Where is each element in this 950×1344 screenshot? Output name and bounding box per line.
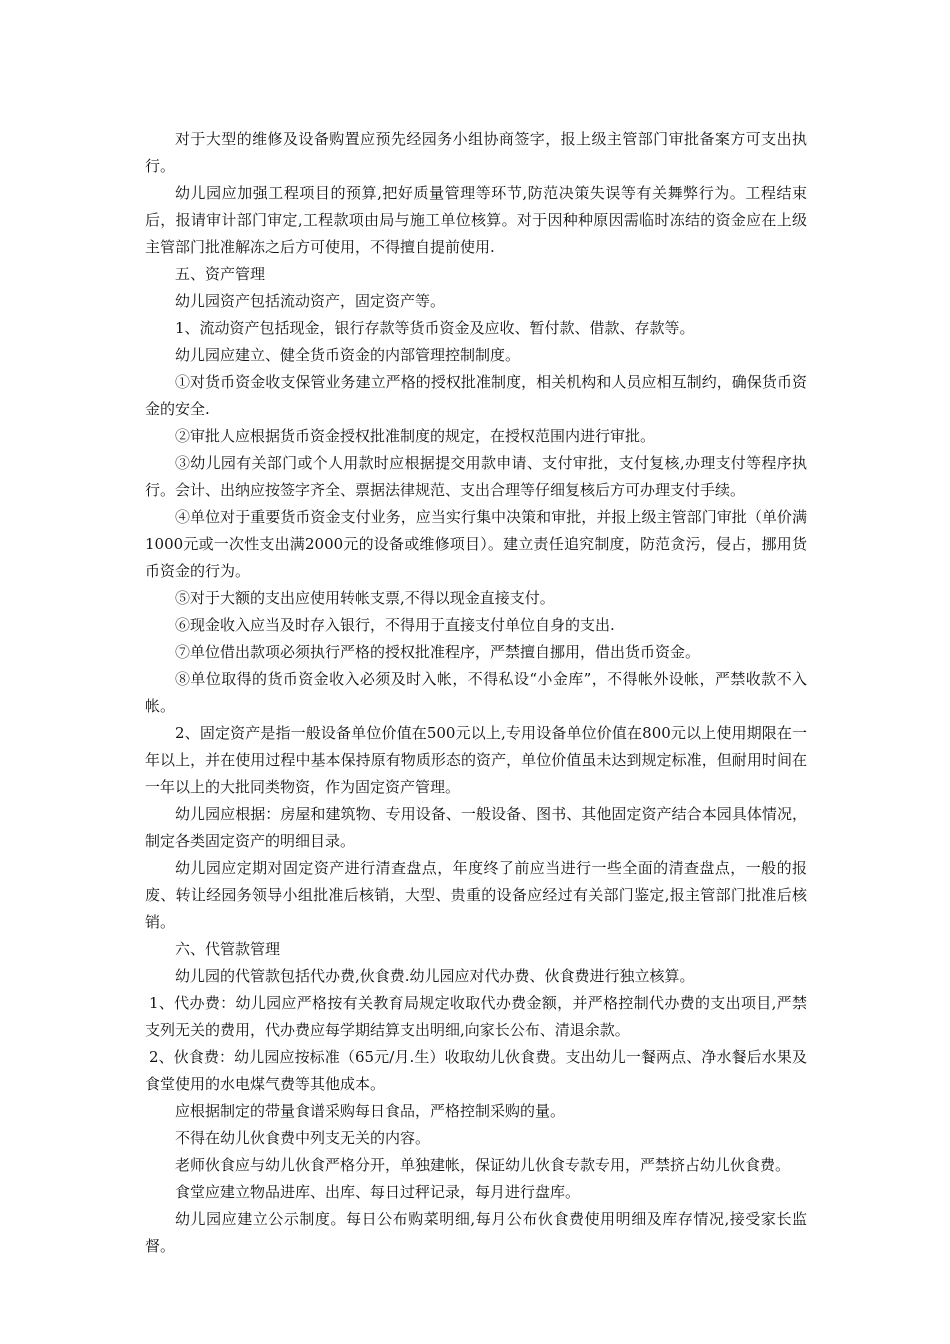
- paragraph-meal-fee: 2、伙食费：幼儿园应按标准（65元/月.生）收取幼儿伙食费。支出幼儿一餐两点、净水餐后水果及食堂使用的水电煤气费等其他成本。: [145, 1048, 807, 1093]
- paragraph-custody-funds: 幼儿园的代管款包括代办费,伙食费.幼儿园应对代办费、伙食费进行独立核算。: [175, 967, 695, 985]
- paragraph-canteen-records: 食堂应建立物品进库、出库、每日过秤记录，每月进行盘库。: [175, 1183, 581, 1201]
- paragraph-asset-inventory: 幼儿园应定期对固定资产进行清查盘点，年度终了前应当进行一些全面的清查盘点，一般的报废、转让经园务领导小组批准后核销，大型、贵重的设备应经过有关部门鉴定,报主管部门批准后核销。: [145, 859, 807, 931]
- paragraph-item-6: ⑥现金收入应当及时存入银行，不得用于直接支付单位自身的支出.: [175, 616, 615, 634]
- paragraph-asset-types: 幼儿园资产包括流动资产，固定资产等。: [175, 292, 446, 310]
- paragraph-approval: 对于大型的维修及设备购置应预先经园务小组协商签字，报上级主管部门审批备案方可支出执行。: [145, 130, 807, 175]
- paragraph-project-budget: 幼儿园应加强工程项目的预算,把好质量管理等环节,防范决策失误等有关舞弊行为。工程结束后，报请审计部门审定,工程款项由局与施工单位核算。对于因种种原因需临时冻结的资金应在上级主管部门批准解冻之后方可使用，不得擅自提前使用.: [145, 184, 807, 256]
- paragraph-no-unrelated: 不得在幼儿伙食费中列支无关的内容。: [175, 1129, 431, 1147]
- paragraph-fixed-assets: 2、固定资产是指一般设备单位价值在500元以上,专用设备单位价值在800元以上使用期限在一年以上，并在使用过程中基本保持原有物质形态的资产，单位价值虽未达到规定标准，但耐用时间在一年以上的大批同类物资，作为固定资产管理。: [145, 724, 807, 796]
- paragraph-item-7: ⑦单位借出款项必须执行严格的授权批准程序，严禁擅自挪用，借出货币资金。: [175, 643, 701, 661]
- document-page: [145, 126, 807, 1260]
- paragraph-item-3: ③幼儿园有关部门或个人用款时应根据提交用款申请、支付审批，支付复核,办理支付等程序执行。会计、出纳应按签字齐全、票据法律规范、支出合理等仔细复核后方可办理支付手续。: [145, 454, 807, 499]
- paragraph-asset-catalog: 幼儿园应根据：房屋和建筑物、专用设备、一般设备、图书、其他固定资产结合本园具体情况，制定各类固定资产的明细目录。: [145, 805, 807, 850]
- paragraph-item-2: ②审批人应根据货币资金授权批准制度的规定，在授权范围内进行审批。: [175, 427, 656, 445]
- paragraph-agency-fee: 1、代办费：幼儿园应严格按有关教育局规定收取代办费金额，并严格控制代办费的支出项目,严禁支列无关的费用，代办费应每学期结算支出明细,向家长公布、清退余款。: [145, 994, 807, 1039]
- paragraph-item-1: ①对货币资金收支保管业务建立严格的授权批准制度，相关机构和人员应相互制约，确保货币资金的安全.: [145, 373, 807, 418]
- paragraph-internal-control: 幼儿园应建立、健全货币资金的内部管理控制制度。: [175, 346, 521, 364]
- paragraph-food-purchase: 应根据制定的带量食谱采购每日食品，严格控制采购的量。: [175, 1102, 566, 1120]
- section-heading-custody-funds: 六、代管款管理: [175, 940, 281, 958]
- paragraph-teacher-meals: 老师伙食应与幼儿伙食严格分开，单独建帐，保证幼儿伙食专款专用，严禁挤占幼儿伙食费。: [175, 1156, 791, 1174]
- paragraph-current-assets: 1、流动资产包括现金，银行存款等货币资金及应收、暂付款、借款、存款等。: [175, 319, 695, 337]
- paragraph-item-8: ⑧单位取得的货币资金收入必须及时入帐，不得私设“小金库”，不得帐外设帐，严禁收款不入帐。: [145, 670, 807, 715]
- paragraph-item-4: ④单位对于重要货币资金支付业务，应当实行集中决策和审批，并报上级主管部门审批（单价满1000元或一次性支出满2000元的设备或维修项目）。建立责任追究制度，防范贪污，侵占，挪用货币资金的行为。: [145, 508, 807, 580]
- section-heading-asset-management: 五、资产管理: [175, 265, 266, 283]
- paragraph-disclosure: 幼儿园应建立公示制度。每日公布购菜明细,每月公布伙食费使用明细及库存情况,接受家长监督。: [145, 1210, 807, 1255]
- paragraph-item-5: ⑤对于大额的支出应使用转帐支票,不得以现金直接支付。: [175, 589, 555, 607]
